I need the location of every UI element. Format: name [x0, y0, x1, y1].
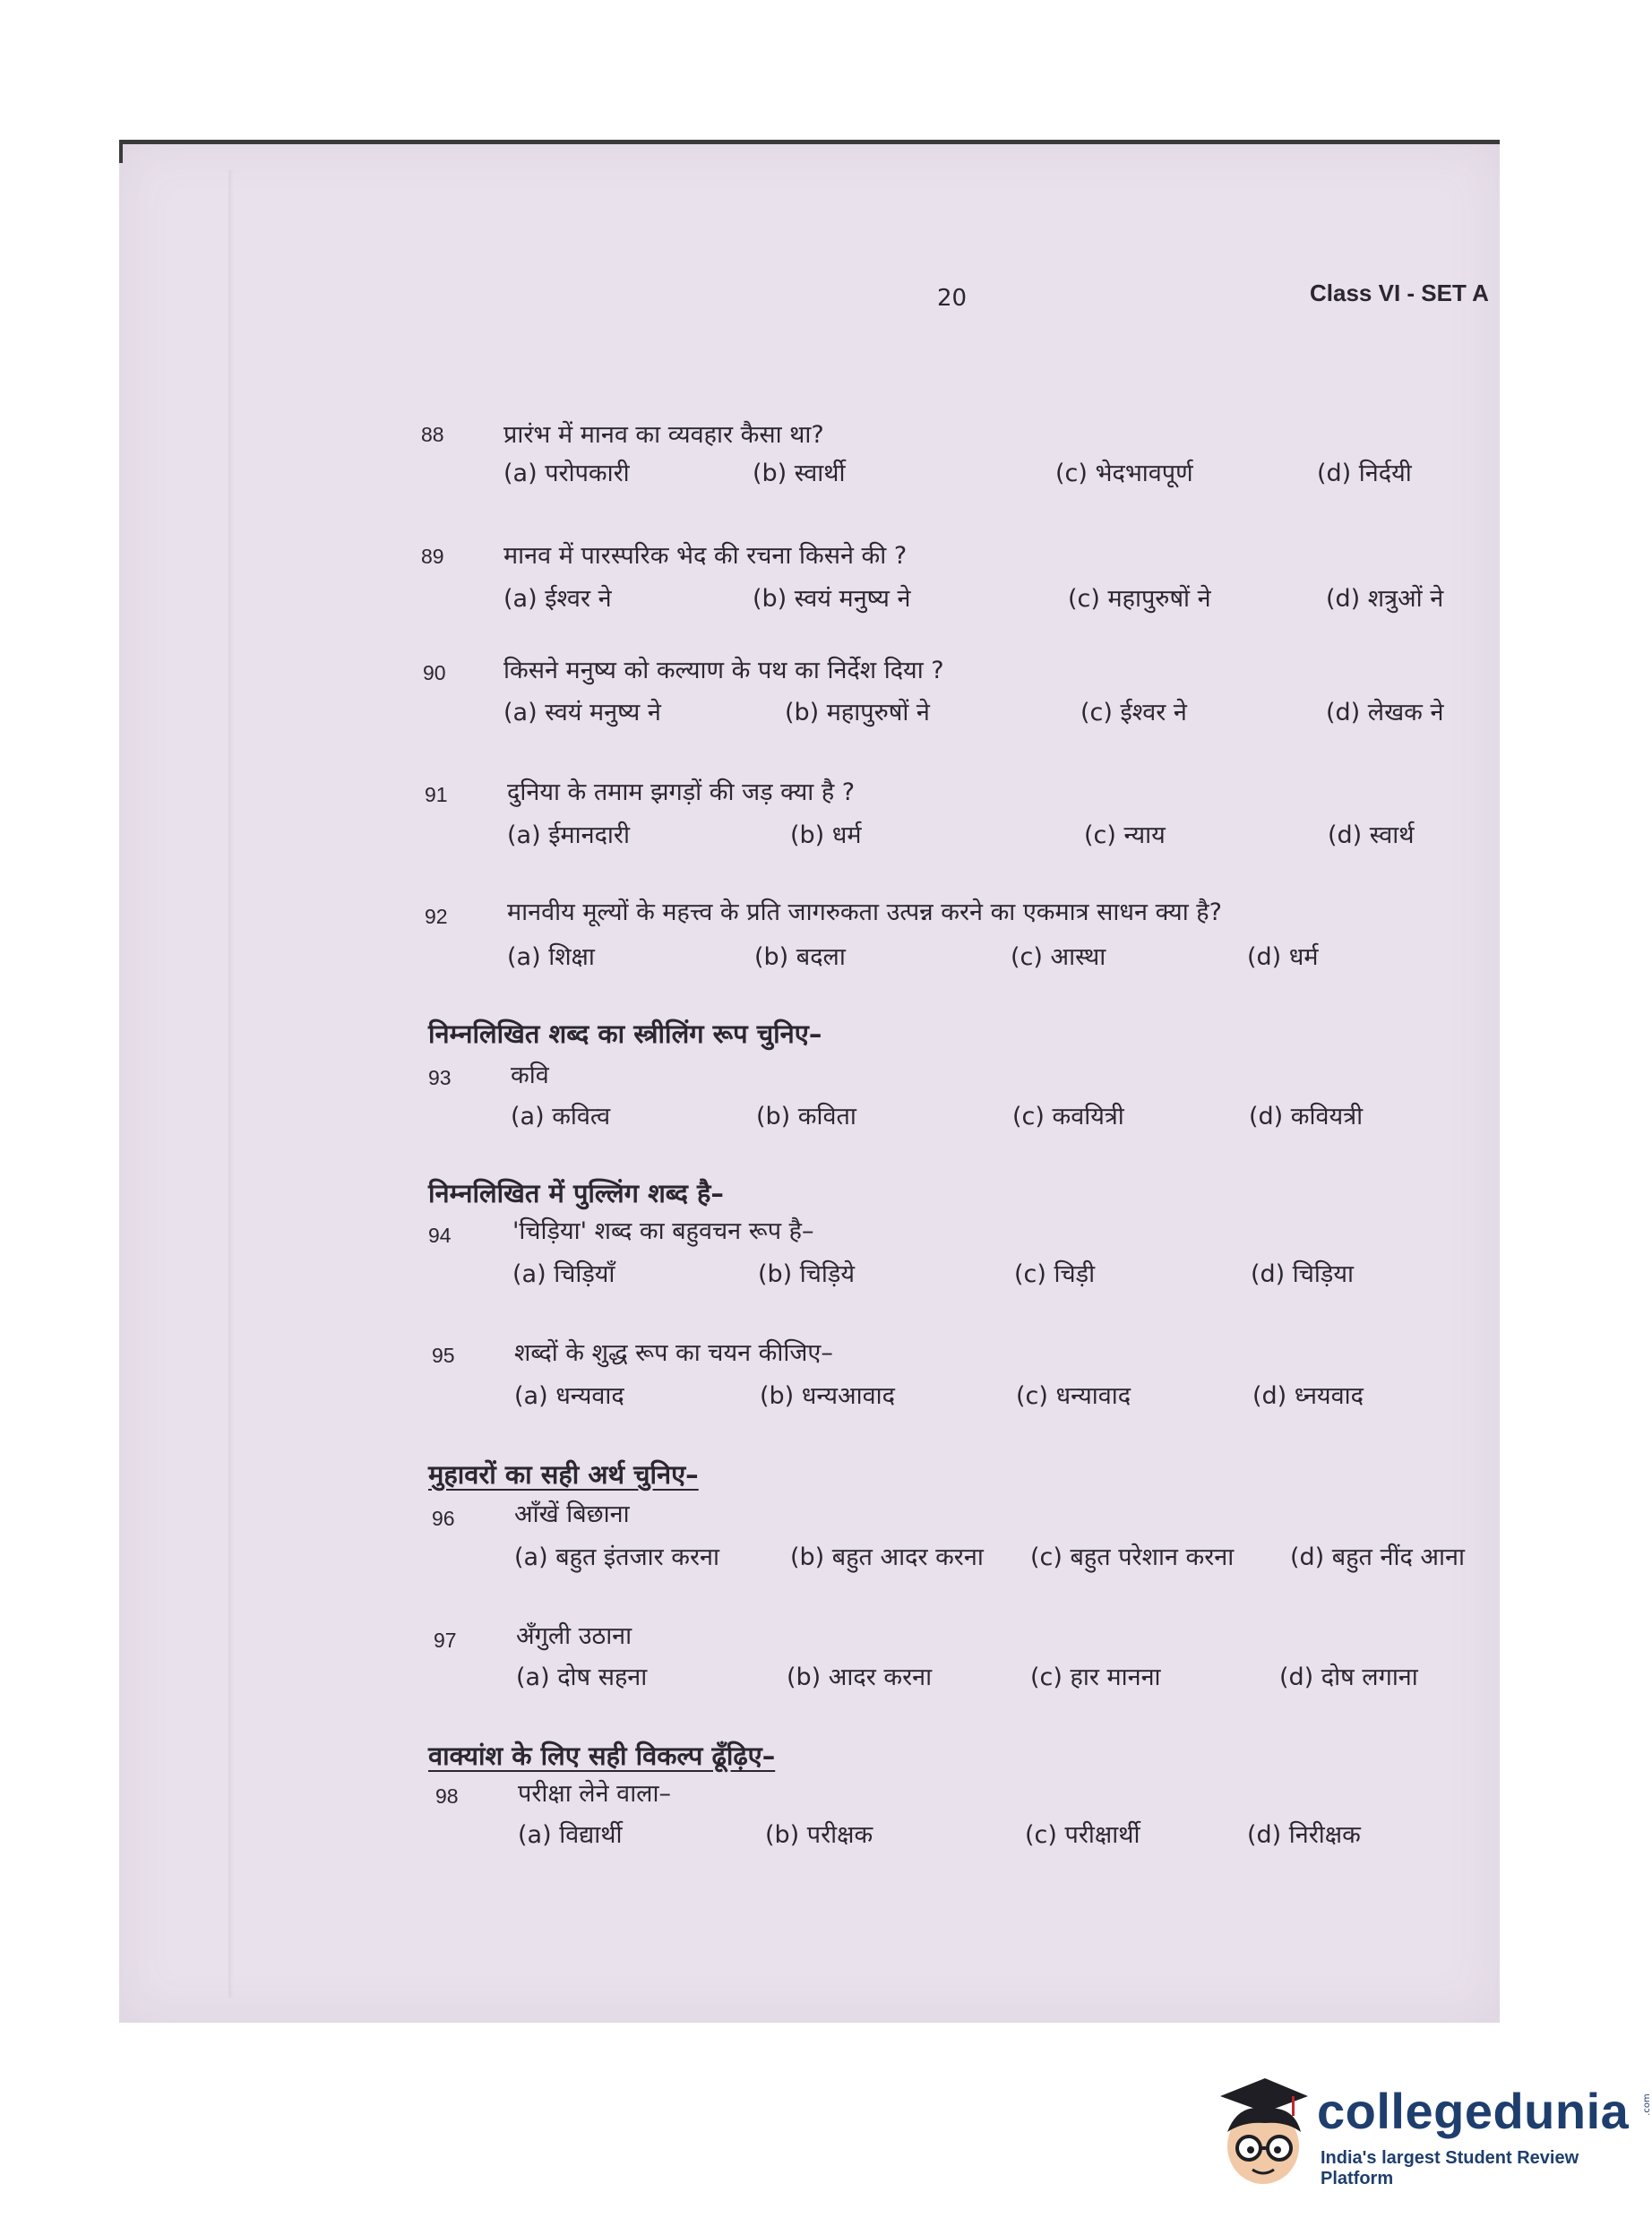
option-a: (a) चिड़ियाँ [512, 1260, 615, 1288]
option-a: (a) ईमानदारी [507, 821, 630, 849]
option-a: (a) स्वयं मनुष्य ने [503, 699, 661, 726]
section-heading: निम्नलिखित में पुल्लिंग शब्द है– [428, 1178, 724, 1208]
option-a: (a) शिक्षा [507, 943, 595, 971]
student-mascot-icon [1211, 2076, 1310, 2193]
page-edge [119, 140, 1500, 144]
section-heading: निम्नलिखित शब्द का स्त्रीलिंग रूप चुनिए– [428, 1019, 822, 1049]
option-a: (a) विद्यार्थी [518, 1821, 623, 1849]
option-d: (d) शत्रुओं ने [1326, 585, 1444, 613]
option-a: (a) ईश्वर ने [503, 585, 612, 613]
question-number: 93 [428, 1066, 452, 1089]
option-c: (c) भेदभावपूर्ण [1055, 460, 1193, 487]
question-text: किसने मनुष्य को कल्याण के पथ का निर्देश दिया ? [503, 657, 944, 684]
question-text: 'चिड़िया' शब्द का बहुवचन रूप है– [512, 1217, 814, 1245]
page-fold-shadow [228, 170, 234, 1998]
section-heading: वाक्यांश के लिए सही विकल्प ढूँढ़िए– [428, 1741, 776, 1771]
collegedunia-logo[interactable] [1211, 2076, 1652, 2193]
option-c: (c) न्याय [1084, 821, 1166, 849]
option-c: (c) आस्था [1011, 943, 1106, 971]
question-number: 92 [425, 905, 448, 928]
set-label: Class VI - SET A [1310, 279, 1489, 306]
option-d: (d) कवियत्री [1249, 1103, 1364, 1130]
option-b: (b) बहुत आदर करना [790, 1543, 984, 1571]
option-b: (b) धन्यआवाद [760, 1382, 895, 1410]
logo-suffix: .com [1641, 2093, 1652, 2116]
option-b: (b) परीक्षक [765, 1821, 873, 1849]
question-number: 96 [432, 1507, 455, 1530]
question-number: 89 [421, 545, 444, 568]
option-b: (b) कविता [756, 1103, 856, 1130]
option-b: (b) बदला [754, 943, 846, 971]
option-b: (b) चिड़िये [758, 1260, 856, 1288]
option-c: (c) चिड़ी [1014, 1260, 1096, 1288]
option-c: (c) हार मानना [1030, 1664, 1161, 1691]
option-c: (c) धन्यावाद [1016, 1382, 1131, 1410]
question-number: 97 [434, 1629, 457, 1652]
option-a: (a) धन्यवाद [514, 1382, 624, 1410]
option-b: (b) स्वार्थी [753, 460, 846, 487]
question-text: मानवीय मूल्यों के महत्त्व के प्रति जागरुकता उत्पन्न करने का एकमात्र साधन क्या है? [507, 898, 1222, 926]
option-d: (d) स्वार्थ [1328, 821, 1415, 849]
option-c: (c) ईश्वर ने [1080, 699, 1187, 726]
page-edge-left [119, 140, 123, 163]
option-d: (d) निरीक्षक [1247, 1821, 1361, 1849]
question-text: दुनिया के तमाम झगड़ों की जड़ क्या है ? [507, 778, 856, 806]
option-c: (c) कवयित्री [1012, 1103, 1124, 1130]
question-number: 98 [435, 1784, 459, 1808]
question-text: कवि [511, 1062, 549, 1089]
option-b: (b) महापुरुषों ने [785, 699, 930, 726]
option-a: (a) कवित्व [511, 1103, 611, 1130]
option-b: (b) धर्म [790, 821, 862, 849]
option-d: (d) निर्दयी [1317, 460, 1412, 487]
option-d: (d) चिड़िया [1251, 1260, 1355, 1288]
option-d: (d) धर्म [1247, 943, 1319, 971]
option-d: (d) दोष लगाना [1279, 1664, 1418, 1691]
question-number: 90 [423, 661, 446, 684]
option-d: (d) बहुत नींद आना [1290, 1543, 1465, 1571]
option-c: (c) बहुत परेशान करना [1030, 1543, 1235, 1571]
option-a: (a) बहुत इंतजार करना [514, 1543, 719, 1571]
question-text: शब्दों के शुद्ध रूप का चयन कीजिए– [514, 1339, 833, 1367]
section-heading: मुहावरों का सही अर्थ चुनिए– [428, 1459, 699, 1490]
option-a: (a) परोपकारी [503, 460, 630, 487]
option-d: (d) लेखक ने [1326, 699, 1444, 726]
question-number: 94 [428, 1224, 452, 1247]
question-number: 91 [425, 783, 448, 806]
question-number: 95 [432, 1344, 455, 1367]
logo-name: collegedunia [1317, 2083, 1630, 2139]
option-a: (a) दोष सहना [516, 1664, 648, 1691]
option-c: (c) महापुरुषों ने [1068, 585, 1211, 613]
question-text: अँगुली उठाना [516, 1622, 632, 1650]
question-text: आँखें बिछाना [514, 1500, 630, 1528]
question-text: परीक्षा लेने वाला– [518, 1780, 671, 1808]
logo-tagline: India's largest Student Review Platform [1321, 2148, 1579, 2188]
question-text: प्रारंभ में मानव का व्यवहार कैसा था? [503, 421, 824, 449]
page-number: 20 [937, 285, 968, 312]
option-b: (b) स्वयं मनुष्य ने [753, 585, 911, 613]
option-c: (c) परीक्षार्थी [1025, 1821, 1140, 1849]
question-number: 88 [421, 423, 444, 446]
question-text: मानव में पारस्परिक भेद की रचना किसने की ? [503, 542, 908, 570]
option-d: (d) ध्नयवाद [1252, 1382, 1364, 1410]
option-b: (b) आदर करना [787, 1664, 933, 1691]
